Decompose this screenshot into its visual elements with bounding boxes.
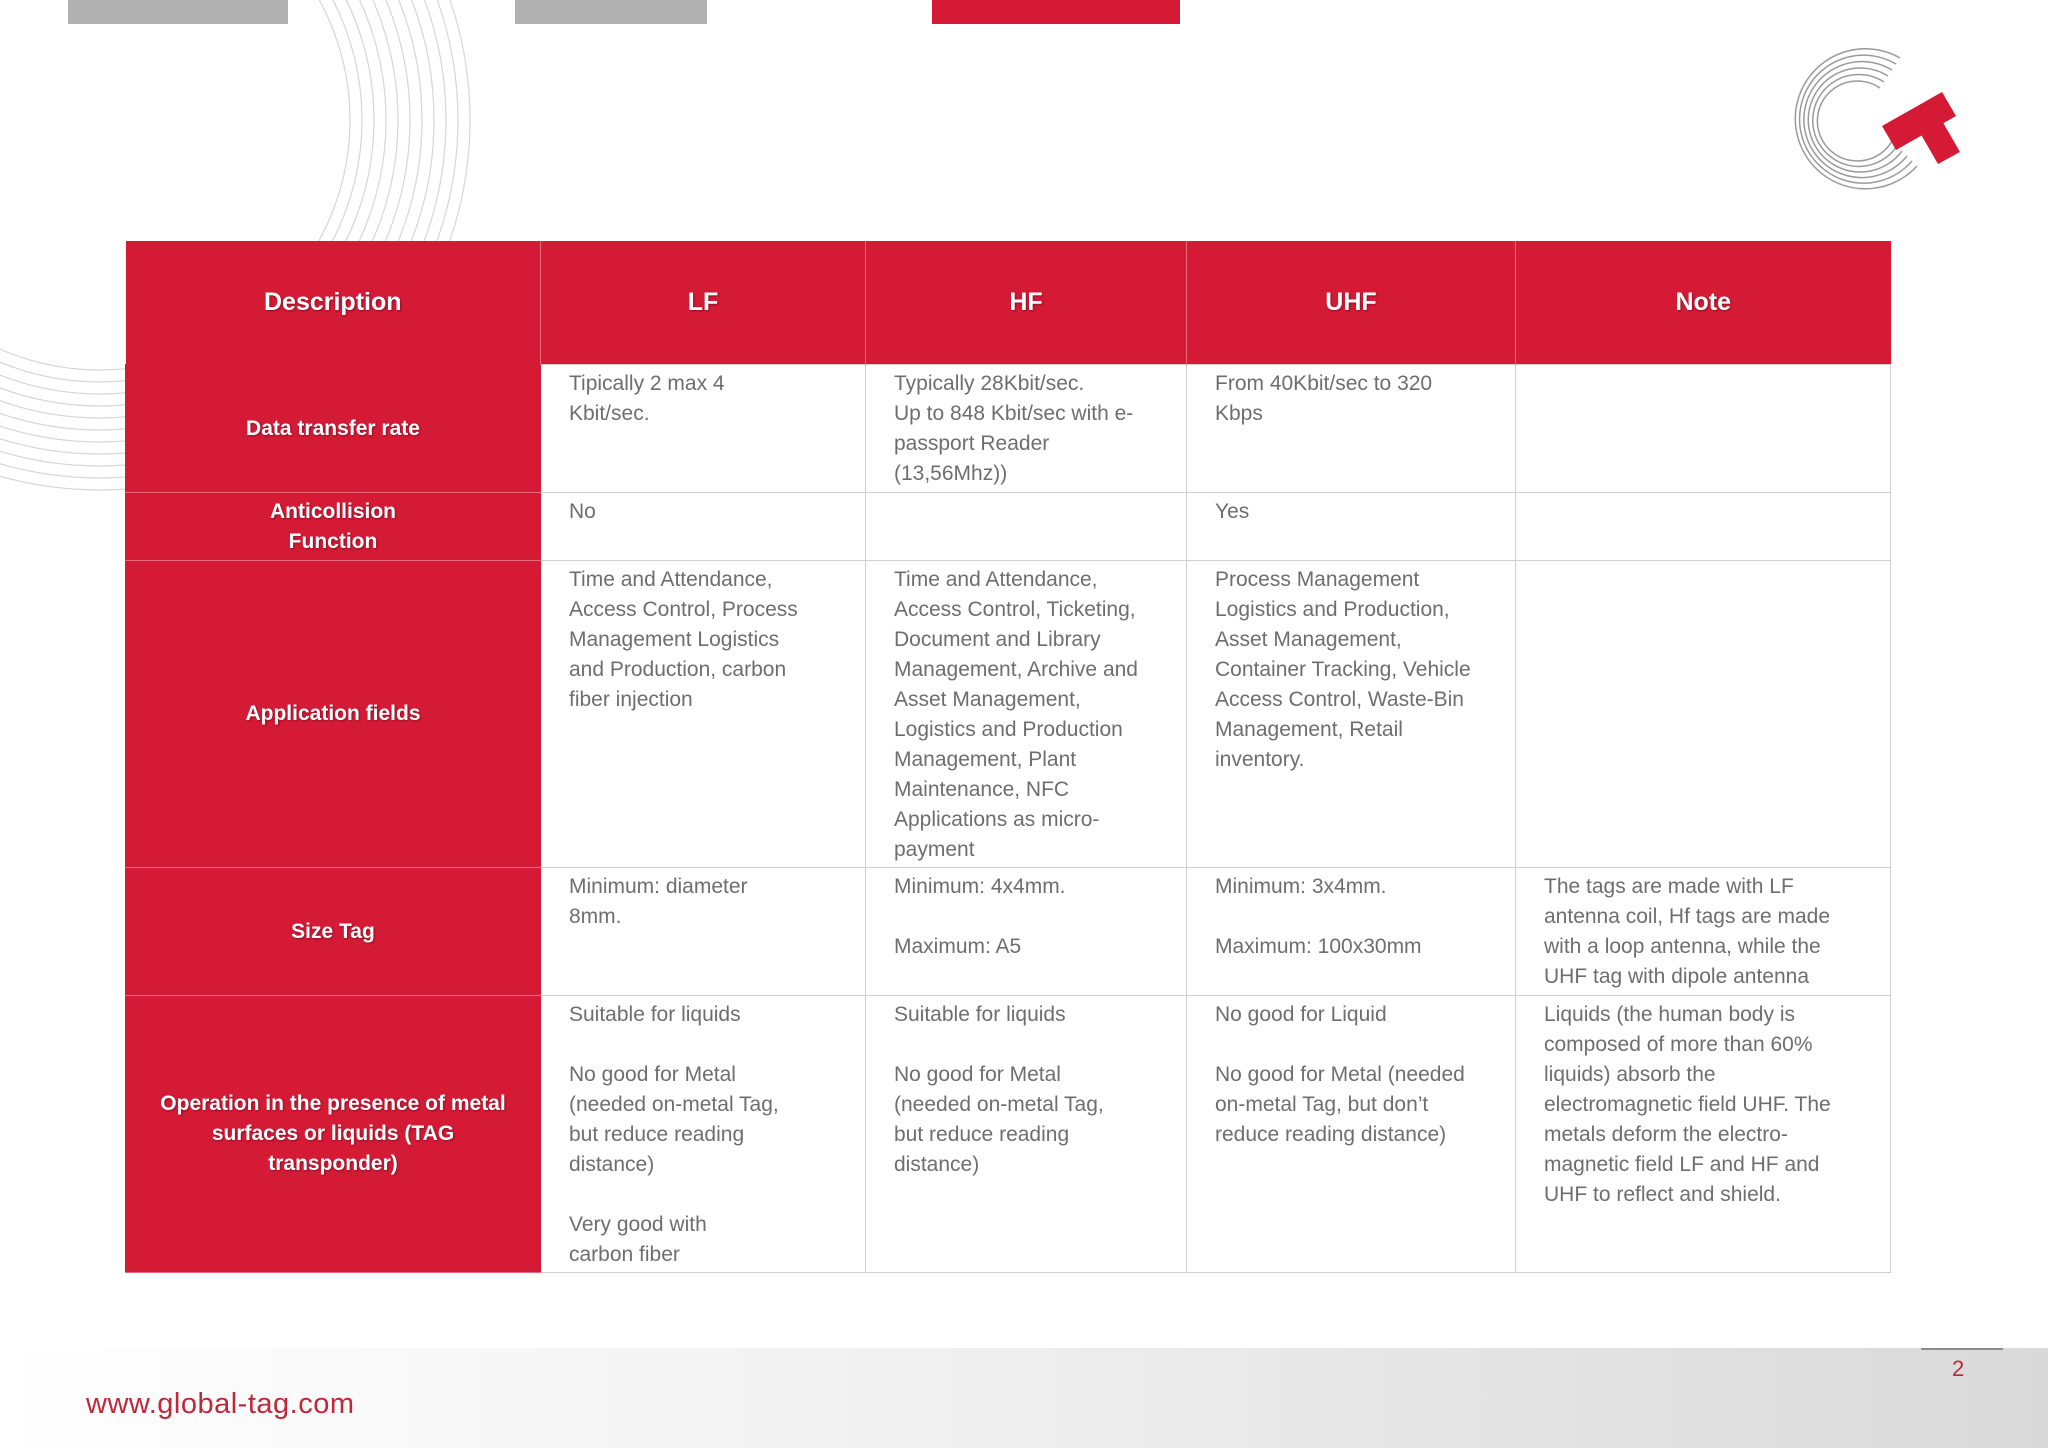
table-row	[126, 868, 1891, 996]
cell-note	[1516, 493, 1891, 561]
row-label-size-tag: Size Tag	[126, 868, 541, 996]
cell-lf: Suitable for liquids No good for Metal (needed on-metal Tag, but reduce reading distance) Very good with carbon fiber	[541, 996, 866, 1273]
top-bar-gray-middle	[515, 0, 707, 24]
header-hf: HF	[866, 241, 1187, 365]
table-header-row	[126, 241, 1891, 365]
cell-hf: Minimum: 4x4mm. Maximum: A5	[866, 868, 1187, 996]
cell-hf	[866, 493, 1187, 561]
cell-lf: Minimum: diameter 8mm.	[541, 868, 866, 996]
cell-note	[1516, 365, 1891, 493]
rfid-comparison-table	[125, 241, 1891, 1273]
footer-url[interactable]: www.global-tag.com	[86, 1388, 355, 1420]
table-row	[126, 365, 1891, 493]
cell-uhf: Minimum: 3x4mm. Maximum: 100x30mm	[1187, 868, 1516, 996]
cell-uhf: From 40Kbit/sec to 320 Kbps	[1187, 365, 1516, 493]
global-tag-logo	[1782, 46, 1974, 198]
table-row	[126, 493, 1891, 561]
row-label-operation-metal-liquids: Operation in the presence of metal surfaces or liquids (TAG transponder)	[126, 996, 541, 1273]
cell-uhf: Yes	[1187, 493, 1516, 561]
row-label-anticollision-function: Anticollision Function	[126, 493, 541, 561]
cell-hf: Time and Attendance, Access Control, Ticketing, Document and Library Management, Archive and Asset Management, Logistics and Production Management, Plant Maintenance, NFC Applications as micro- payment	[866, 561, 1187, 868]
header-note: Note	[1516, 241, 1891, 365]
row-label-application-fields: Application fields	[126, 561, 541, 868]
cell-uhf: Process Management Logistics and Production, Asset Management, Container Tracking, Vehicle Access Control, Waste-Bin Management, Retail inventory.	[1187, 561, 1516, 868]
cell-note: The tags are made with LF antenna coil, Hf tags are made with a loop antenna, while the UHF tag with dipole antenna	[1516, 868, 1891, 996]
header-uhf: UHF	[1187, 241, 1516, 365]
cell-note	[1516, 561, 1891, 868]
header-lf: LF	[541, 241, 866, 365]
cell-hf: Typically 28Kbit/sec. Up to 848 Kbit/sec with e- passport Reader (13,56Mhz))	[866, 365, 1187, 493]
cell-lf: Time and Attendance, Access Control, Process Management Logistics and Production, carbon fiber injection	[541, 561, 866, 868]
cell-lf: Tipically 2 max 4 Kbit/sec.	[541, 365, 866, 493]
table-row	[126, 996, 1891, 1273]
cell-uhf: No good for Liquid No good for Metal (needed on-metal Tag, but don’t reduce reading distance)	[1187, 996, 1516, 1273]
cell-lf: No	[541, 493, 866, 561]
table-row	[126, 561, 1891, 868]
top-bar-red	[932, 0, 1180, 24]
cell-note: Liquids (the human body is composed of more than 60% liquids) absorb the electromagnetic field UHF. The metals deform the electro- magnetic field LF and HF and UHF to reflect and shield.	[1516, 996, 1891, 1273]
header-description: Description	[126, 241, 541, 365]
row-label-data-transfer-rate: Data transfer rate	[126, 365, 541, 493]
page-number-rule	[1921, 1348, 2003, 1350]
page-number: 2	[1952, 1356, 1965, 1381]
cell-hf: Suitable for liquids No good for Metal (needed on-metal Tag, but reduce reading distance)	[866, 996, 1187, 1273]
top-bar-gray-left	[68, 0, 288, 24]
